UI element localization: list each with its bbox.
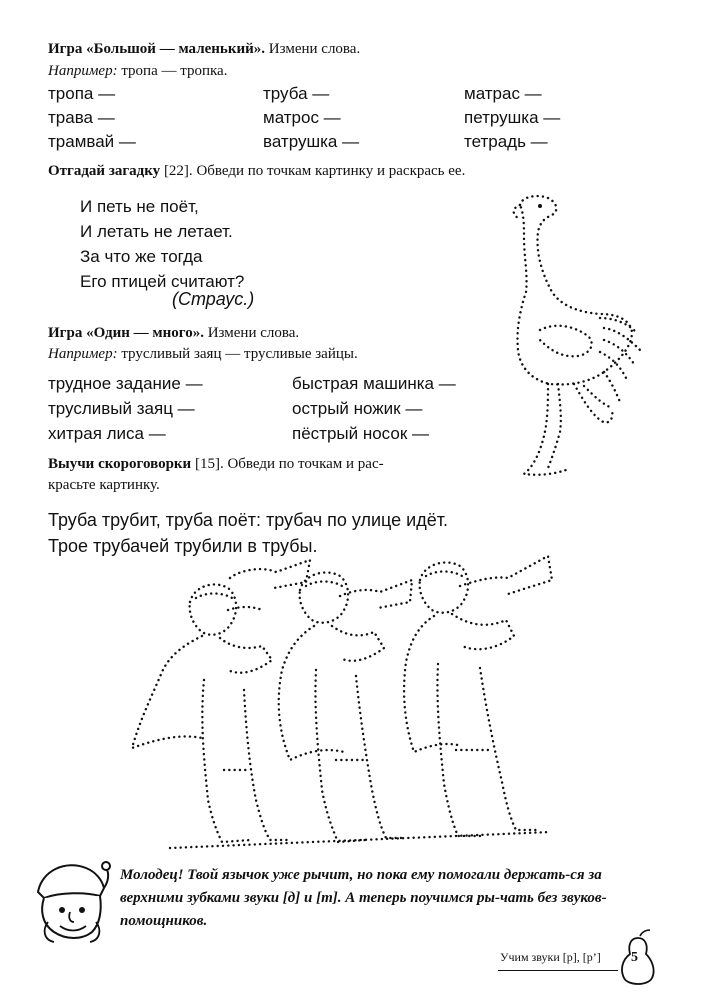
game1-word: петрушка — bbox=[464, 108, 561, 127]
game2-word: хитрая лиса — bbox=[48, 424, 166, 443]
game1-word: трава — bbox=[48, 108, 115, 127]
riddle-ref: [22]. bbox=[163, 163, 193, 179]
riddle-instruction: Обведи по точкам картинку и раскрась ее. bbox=[196, 163, 466, 179]
tongue-title: Выучи скороговорки bbox=[48, 456, 192, 472]
tongue-line: Труба трубит, труба поёт: трубач по улице идёт. bbox=[48, 510, 448, 530]
game1-title: Игра «Большой — маленький». bbox=[48, 41, 266, 57]
praise-text: Молодец! Твой язычок уже рычит, но пока ему помогали держать-ся за верхними зубками звуки [д] и [т]. А теперь поучимся ры-чать без звуков-помощников. bbox=[120, 867, 607, 929]
game1-word: тропа — bbox=[48, 84, 116, 103]
game1-instruction: Измени слова. bbox=[268, 41, 361, 57]
game2-word: трудное задание — bbox=[48, 374, 203, 393]
game1-word: трамвай — bbox=[48, 132, 136, 151]
game1-word: матрос — bbox=[263, 108, 341, 127]
riddle-line: За что же тогда bbox=[80, 247, 203, 266]
game1-word: ватрушка — bbox=[263, 132, 360, 151]
game2-word: трусливый заяц — bbox=[48, 399, 195, 418]
game2-instruction: Измени слова. bbox=[207, 325, 300, 341]
footer-section: Учим звуки [р], [р’] bbox=[500, 950, 601, 964]
riddle-answer: (Страус.) bbox=[172, 289, 255, 309]
riddle-title: Отгадай загадку bbox=[48, 163, 161, 179]
riddle-line: И летать не летает. bbox=[80, 222, 233, 241]
game2-example-label: Например: bbox=[48, 346, 118, 362]
gnome-head-icon bbox=[20, 852, 115, 947]
game1-word: труба — bbox=[263, 84, 330, 103]
riddle-line: И петь не поёт, bbox=[80, 197, 199, 216]
game1-word: матрас — bbox=[464, 84, 542, 103]
game2-word: острый ножик — bbox=[292, 399, 423, 418]
footer-rule bbox=[498, 970, 618, 971]
tongue-ref: [15]. bbox=[194, 456, 224, 472]
game2-title: Игра «Один — много». bbox=[48, 325, 204, 341]
tongue-instruction-2: красьте картинку. bbox=[48, 477, 160, 493]
tongue-line: Трое трубачей трубили в трубы. bbox=[48, 536, 318, 556]
page-number: 5 bbox=[631, 950, 638, 965]
tongue-instruction-1: Обведи по точкам и рас- bbox=[227, 456, 384, 472]
riddle-line: Его птицей считают? bbox=[80, 272, 245, 291]
game1-example-label: Например: bbox=[48, 63, 118, 79]
game2-word: пёстрый носок — bbox=[292, 424, 429, 443]
game2-example-text: трусливый заяц — трусливые зайцы. bbox=[121, 346, 358, 362]
game1-example-text: тропа — тропка. bbox=[121, 63, 228, 79]
game1-word: тетрадь — bbox=[464, 132, 548, 151]
pear-icon bbox=[618, 928, 658, 988]
game2-word: быстрая машинка — bbox=[292, 374, 456, 393]
